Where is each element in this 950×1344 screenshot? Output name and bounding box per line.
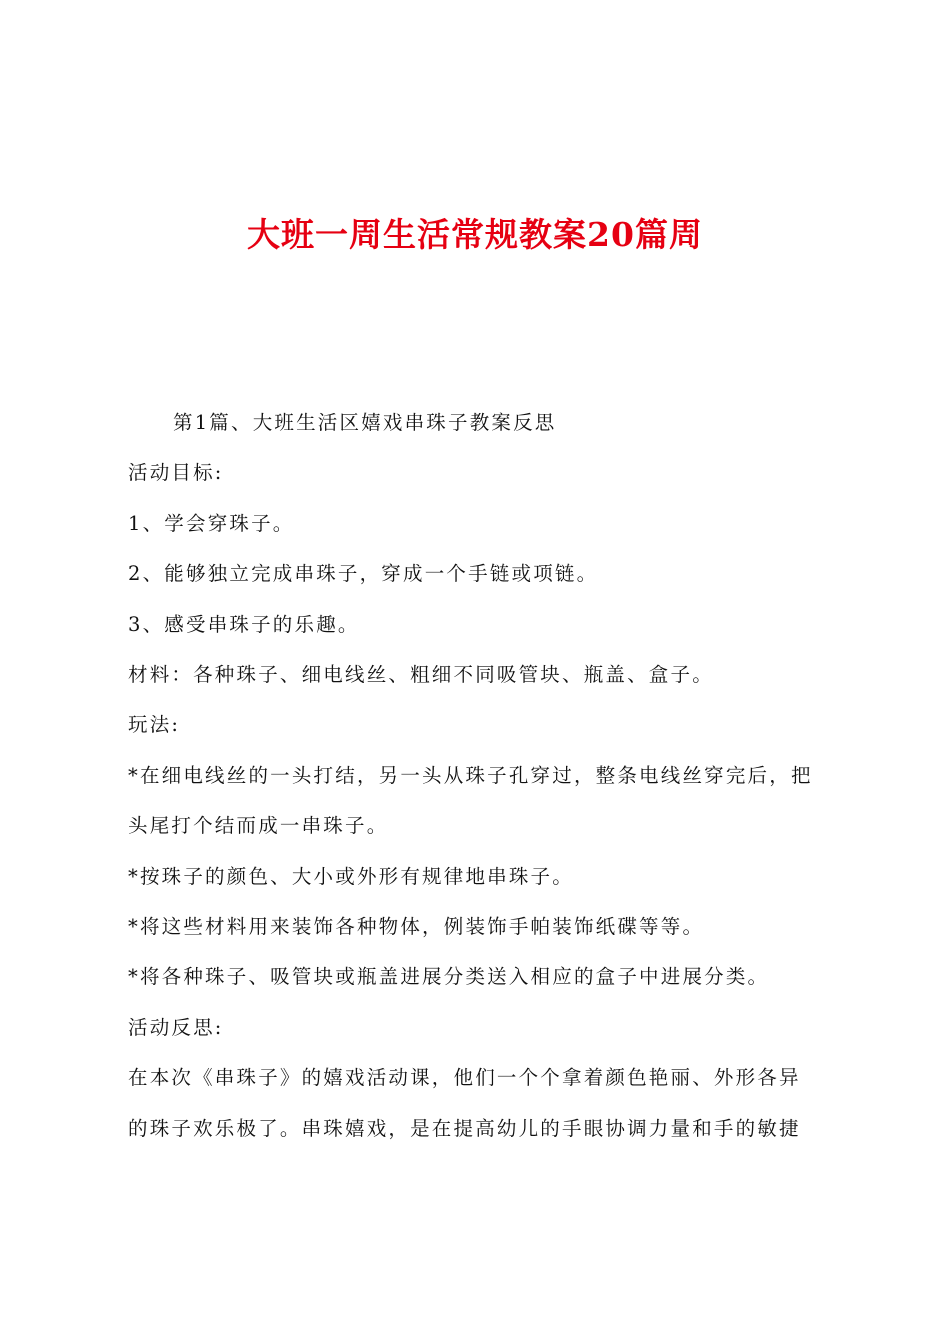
goal-item-1: 1、学会穿珠子。 bbox=[128, 511, 295, 535]
play-item-3: *将这些材料用来装饰各种物体，例装饰手帕装饰纸碟等等。 bbox=[128, 915, 705, 939]
goal-item-3: 3、感受串珠子的乐趣。 bbox=[128, 612, 360, 636]
section-heading: 第1篇、大班生活区嬉戏串珠子教案反思 bbox=[173, 411, 557, 434]
play-item-1-line-2: 头尾打个结而成一串珠子。 bbox=[128, 814, 389, 838]
document-body bbox=[128, 398, 834, 1154]
goal-item-2: 2、能够独立完成串珠子，穿成一个手链或项链。 bbox=[128, 562, 599, 586]
materials-line: 材料：各种珠子、细电线丝、粗细不同吸管块、瓶盖、盒子。 bbox=[128, 663, 714, 687]
play-item-2: *按珠子的颜色、大小或外形有规律地串珠子。 bbox=[128, 864, 574, 888]
reflection-line-1: 在本次《串珠子》的嬉戏活动课，他们一个个拿着颜色艳丽、外形各异 bbox=[128, 1066, 801, 1090]
label-how-to-play: 玩法: bbox=[128, 713, 181, 737]
label-activity-goals: 活动目标: bbox=[128, 461, 224, 485]
play-item-4: *将各种珠子、吸管块或瓶盖进展分类送入相应的盒子中进展分类。 bbox=[128, 965, 770, 989]
label-reflection: 活动反思: bbox=[128, 1015, 224, 1039]
reflection-line-2: 的珠子欢乐极了。串珠嬉戏，是在提高幼儿的手眼协调力量和手的敏捷 bbox=[128, 1116, 801, 1140]
document-title: 大班一周生活常规教案20篇周 bbox=[247, 215, 703, 254]
play-item-1-line-1: *在细电线丝的一头打结，另一头从珠子孔穿过，整条电线丝穿完后，把 bbox=[128, 763, 813, 787]
